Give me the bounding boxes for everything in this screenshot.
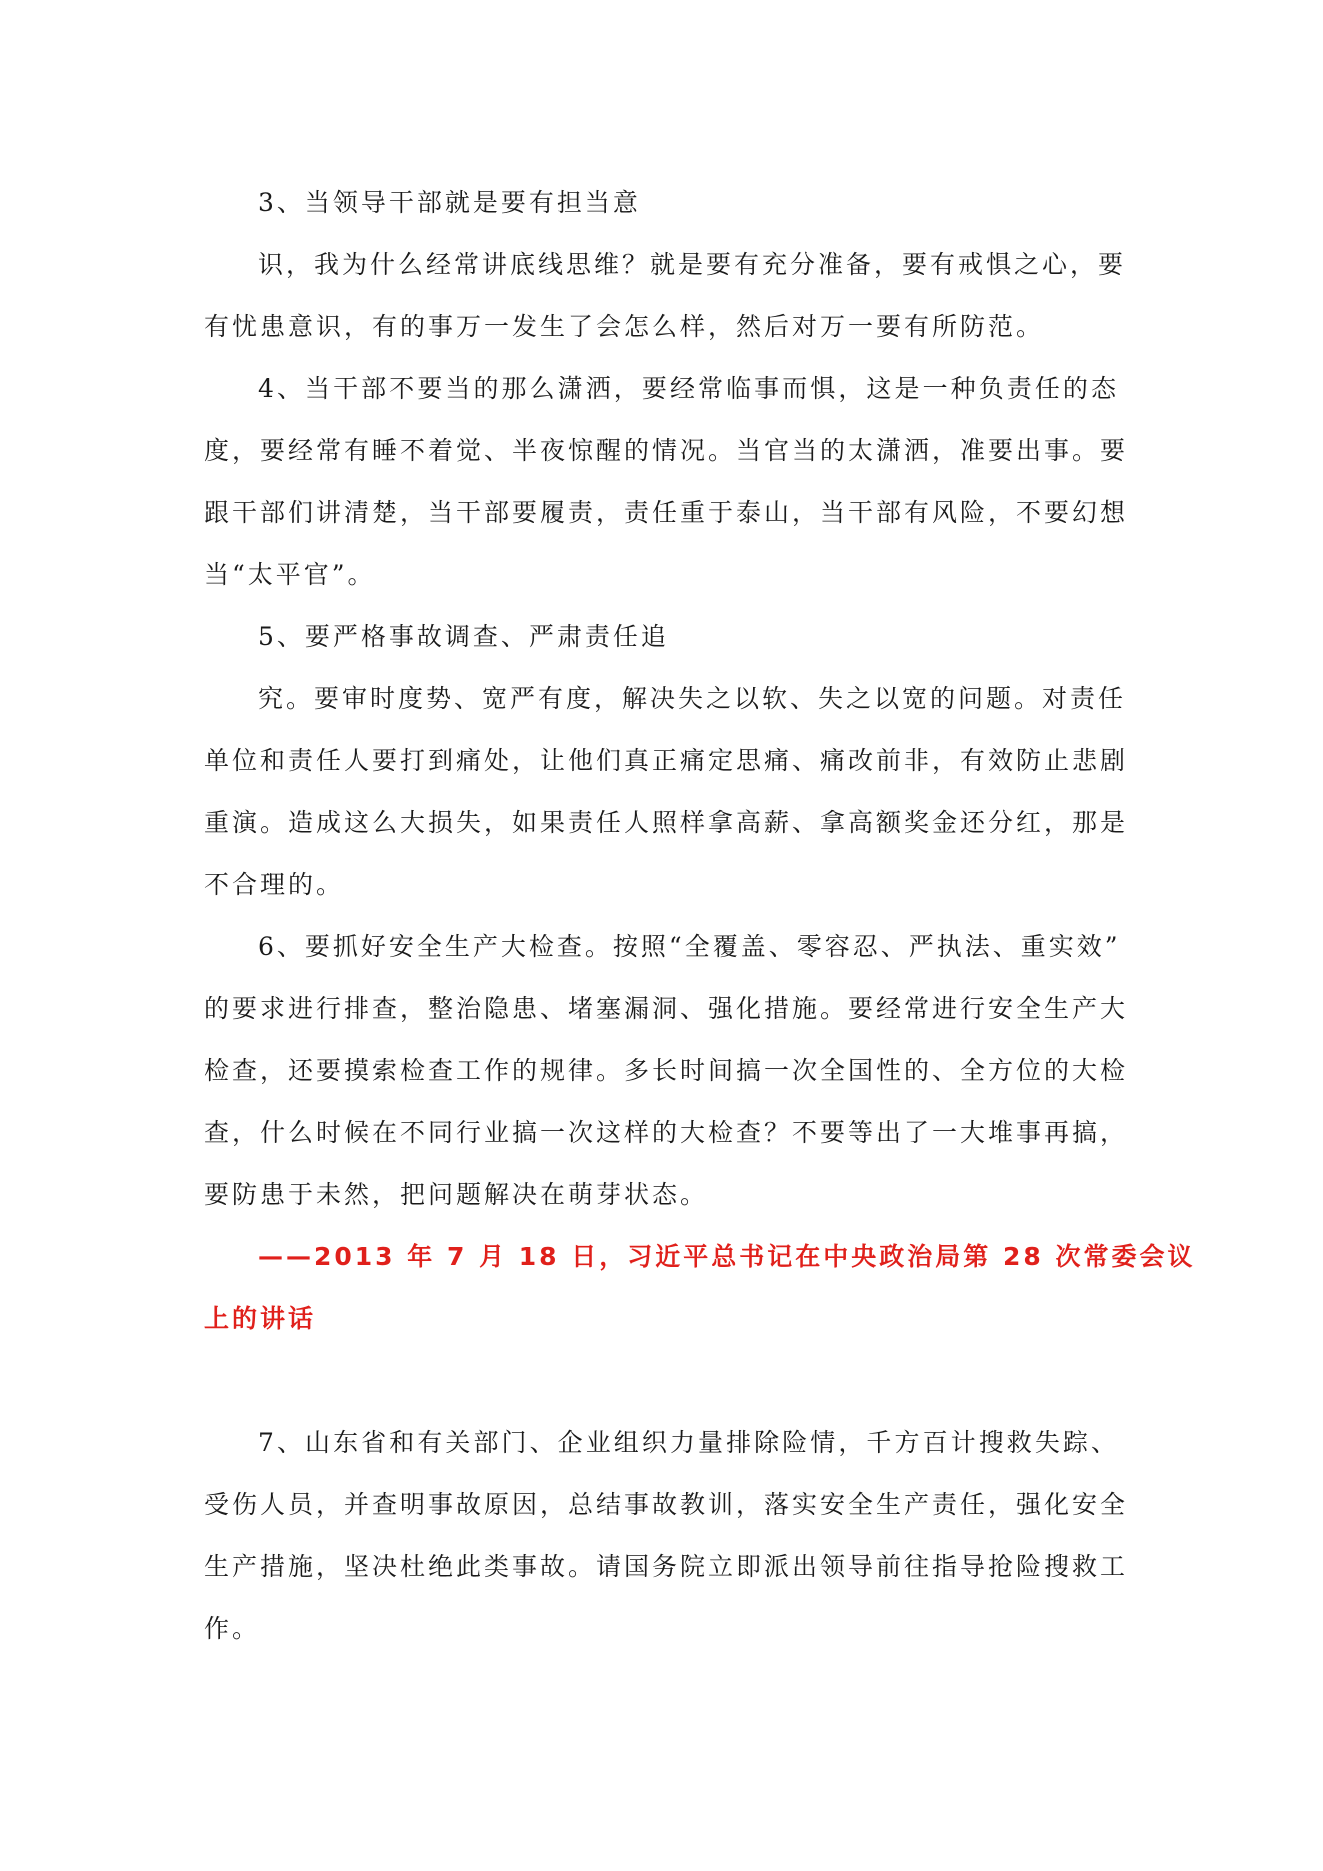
text-line: 7、山东省和有关部门、企业组织力量排除险情，千方百计搜救失踪、 <box>258 1428 1119 1457</box>
text-line: 5、要严格事故调查、严肃责任追 <box>258 622 669 651</box>
text-line: 6、要抓好安全生产大检查。按照“全覆盖、零容忍、严执法、重实效” <box>258 932 1121 961</box>
text-line: 要防患于未然，把问题解决在萌芽状态。 <box>204 1180 709 1209</box>
body-text-continued <box>204 1412 1129 1660</box>
body-text <box>204 172 1129 1226</box>
document-body <box>204 172 1196 1660</box>
text-line: 跟干部们讲清楚，当干部要履责，责任重于泰山，当干部有风险，不要幻想 <box>204 498 1129 527</box>
text-line: 单位和责任人要打到痛处，让他们真正痛定思痛、痛改前非，有效防止悲剧 <box>204 746 1129 775</box>
text-line: 的要求进行排查，整治隐患、堵塞漏洞、强化措施。要经常进行安全生产大 <box>204 994 1129 1023</box>
text-line: 检查，还要摸索检查工作的规律。多长时间搞一次全国性的、全方位的大检 <box>204 1056 1129 1085</box>
text-line: 不合理的。 <box>204 870 345 899</box>
source-line: ——2013 年 7 月 18 日，习近平总书记在中央政治局第 28 次常委会议 <box>258 1242 1196 1271</box>
section-gap <box>204 1350 1119 1412</box>
text-line: 3、当领导干部就是要有担当意 <box>258 188 641 217</box>
text-line: 究。要审时度势、宽严有度，解决失之以软、失之以宽的问题。对责任 <box>258 684 1127 713</box>
text-line: 重演。造成这么大损失，如果责任人照样拿高薪、拿高额奖金还分红，那是 <box>204 808 1129 837</box>
text-line: 查，什么时候在不同行业搞一次这样的大检查？不要等出了一大堆事再搞， <box>204 1118 1129 1147</box>
text-line: 生产措施，坚决杜绝此类事故。请国务院立即派出领导前往指导抢险搜救工 <box>204 1552 1129 1581</box>
source-line: 上的讲话 <box>204 1304 317 1333</box>
text-line: 当“太平官”。 <box>204 560 376 589</box>
text-line: 度，要经常有睡不着觉、半夜惊醒的情况。当官当的太潇洒，准要出事。要 <box>204 436 1129 465</box>
text-line: 有忧患意识，有的事万一发生了会怎么样，然后对万一要有所防范。 <box>204 312 1045 341</box>
text-line: 受伤人员，并查明事故原因，总结事故教训，落实安全生产责任，强化安全 <box>204 1490 1129 1519</box>
text-line: 4、当干部不要当的那么潇洒，要经常临事而惧，这是一种负责任的态 <box>258 374 1119 403</box>
text-line: 识，我为什么经常讲底线思维？就是要有充分准备，要有戒惧之心，要 <box>258 250 1127 279</box>
source-attribution <box>204 1226 1196 1350</box>
text-line: 作。 <box>204 1614 261 1643</box>
